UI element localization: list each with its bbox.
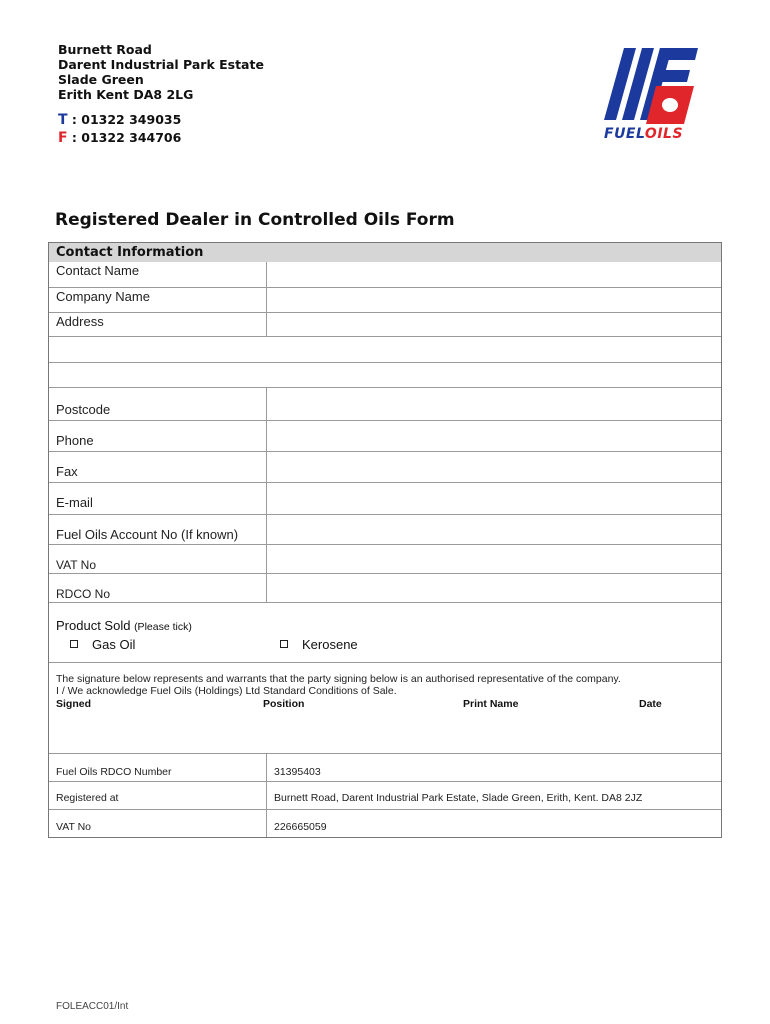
fax-row (49, 451, 721, 482)
contact-name-label: Contact Name (49, 262, 267, 287)
telephone-letter: T (58, 112, 68, 128)
declaration-text-2: I / We acknowledge Fuel Oils (Holdings) Ltd Standard Conditions of Sale. (56, 685, 397, 697)
declaration-row (49, 662, 721, 753)
fax-field[interactable] (267, 452, 721, 482)
address-row-2 (49, 336, 721, 362)
vat-no-field[interactable] (267, 545, 721, 573)
logo-wordmark (604, 126, 696, 142)
registered-at-row (49, 781, 721, 809)
gas-oil-checkbox[interactable] (70, 640, 78, 648)
kerosene-checkbox[interactable] (280, 640, 288, 648)
product-options (49, 633, 721, 655)
postcode-row (49, 387, 721, 420)
telephone-number: : 01322 349035 (67, 112, 182, 127)
fax-letter: F (58, 130, 68, 146)
address-label: Address (49, 313, 267, 336)
section-header-contact-information: Contact Information (49, 243, 721, 262)
contact-form (48, 242, 722, 838)
declaration-text-1: The signature below represents and warrants that the party signing below is an authorised representative of the company. (56, 673, 621, 685)
company-vat-row (49, 809, 721, 837)
company-vat-label: VAT No (49, 810, 267, 837)
product-sold-label: Product Sold (56, 618, 131, 633)
address-line: Darent Industrial Park Estate (58, 57, 264, 72)
company-name-row (49, 287, 721, 312)
address-line: Burnett Road (58, 42, 152, 57)
account-no-label: Fuel Oils Account No (If known) (49, 515, 267, 544)
address-line-2-field[interactable] (49, 337, 721, 362)
fuel-oils-rdco-value: 31395403 (274, 766, 321, 778)
telephone-line (58, 111, 181, 129)
postcode-field[interactable] (267, 388, 721, 420)
fax-number: : 01322 344706 (67, 130, 182, 145)
phone-label: Phone (49, 421, 267, 451)
phone-field[interactable] (267, 421, 721, 451)
logo-word-oils: OILS (644, 126, 684, 142)
address-line: Slade Green (58, 72, 144, 87)
date-header: Date (639, 698, 662, 710)
account-no-row (49, 514, 721, 544)
fax-line (58, 129, 181, 147)
company-vat-value: 226665059 (274, 821, 327, 833)
fuel-oils-rdco-label: Fuel Oils RDCO Number (49, 754, 267, 781)
product-sold-row (49, 602, 721, 662)
email-field[interactable] (267, 483, 721, 514)
vat-no-row (49, 544, 721, 573)
logo-o-hole (662, 98, 678, 112)
fax-label: Fax (49, 452, 267, 482)
phone-row (49, 420, 721, 451)
product-sold-heading (49, 603, 721, 633)
address-line-3-field[interactable] (49, 363, 721, 387)
company-name-field[interactable] (267, 288, 721, 312)
rdco-no-row (49, 573, 721, 602)
address-row-3 (49, 362, 721, 387)
company-contact-numbers (58, 111, 181, 147)
email-row (49, 482, 721, 514)
email-label: E-mail (49, 483, 267, 514)
logo-word-fuel: FUEL (604, 126, 645, 142)
print-name-header: Print Name (463, 698, 519, 710)
address-row (49, 312, 721, 336)
position-header: Position (263, 698, 305, 710)
registered-at-value: Burnett Road, Darent Industrial Park Estate, Slade Green, Erith, Kent. DA8 2JZ (274, 792, 643, 804)
signed-header: Signed (56, 698, 92, 710)
signature-headers (56, 697, 714, 711)
kerosene-label: Kerosene (302, 636, 358, 652)
rdco-no-label: RDCO No (49, 574, 267, 602)
rdco-number-row (49, 753, 721, 781)
gas-oil-label: Gas Oil (92, 636, 136, 652)
product-sold-hint: (Please tick) (134, 621, 192, 633)
gas-oil-option[interactable] (70, 637, 135, 652)
kerosene-option[interactable] (280, 637, 358, 652)
vat-no-label: VAT No (49, 545, 267, 573)
form-title: Registered Dealer in Controlled Oils Form (55, 210, 455, 230)
registered-at-label: Registered at (49, 782, 267, 809)
contact-name-row (49, 262, 721, 287)
company-address (58, 42, 264, 102)
account-no-field[interactable] (267, 515, 721, 544)
postcode-label: Postcode (49, 388, 267, 420)
company-name-label: Company Name (49, 288, 267, 312)
form-reference: FOLEACC01/Int (56, 1001, 129, 1012)
address-field[interactable] (267, 313, 721, 336)
address-line: Erith Kent DA8 2LG (58, 87, 194, 102)
rdco-no-field[interactable] (267, 574, 721, 602)
contact-name-field[interactable] (267, 262, 721, 287)
